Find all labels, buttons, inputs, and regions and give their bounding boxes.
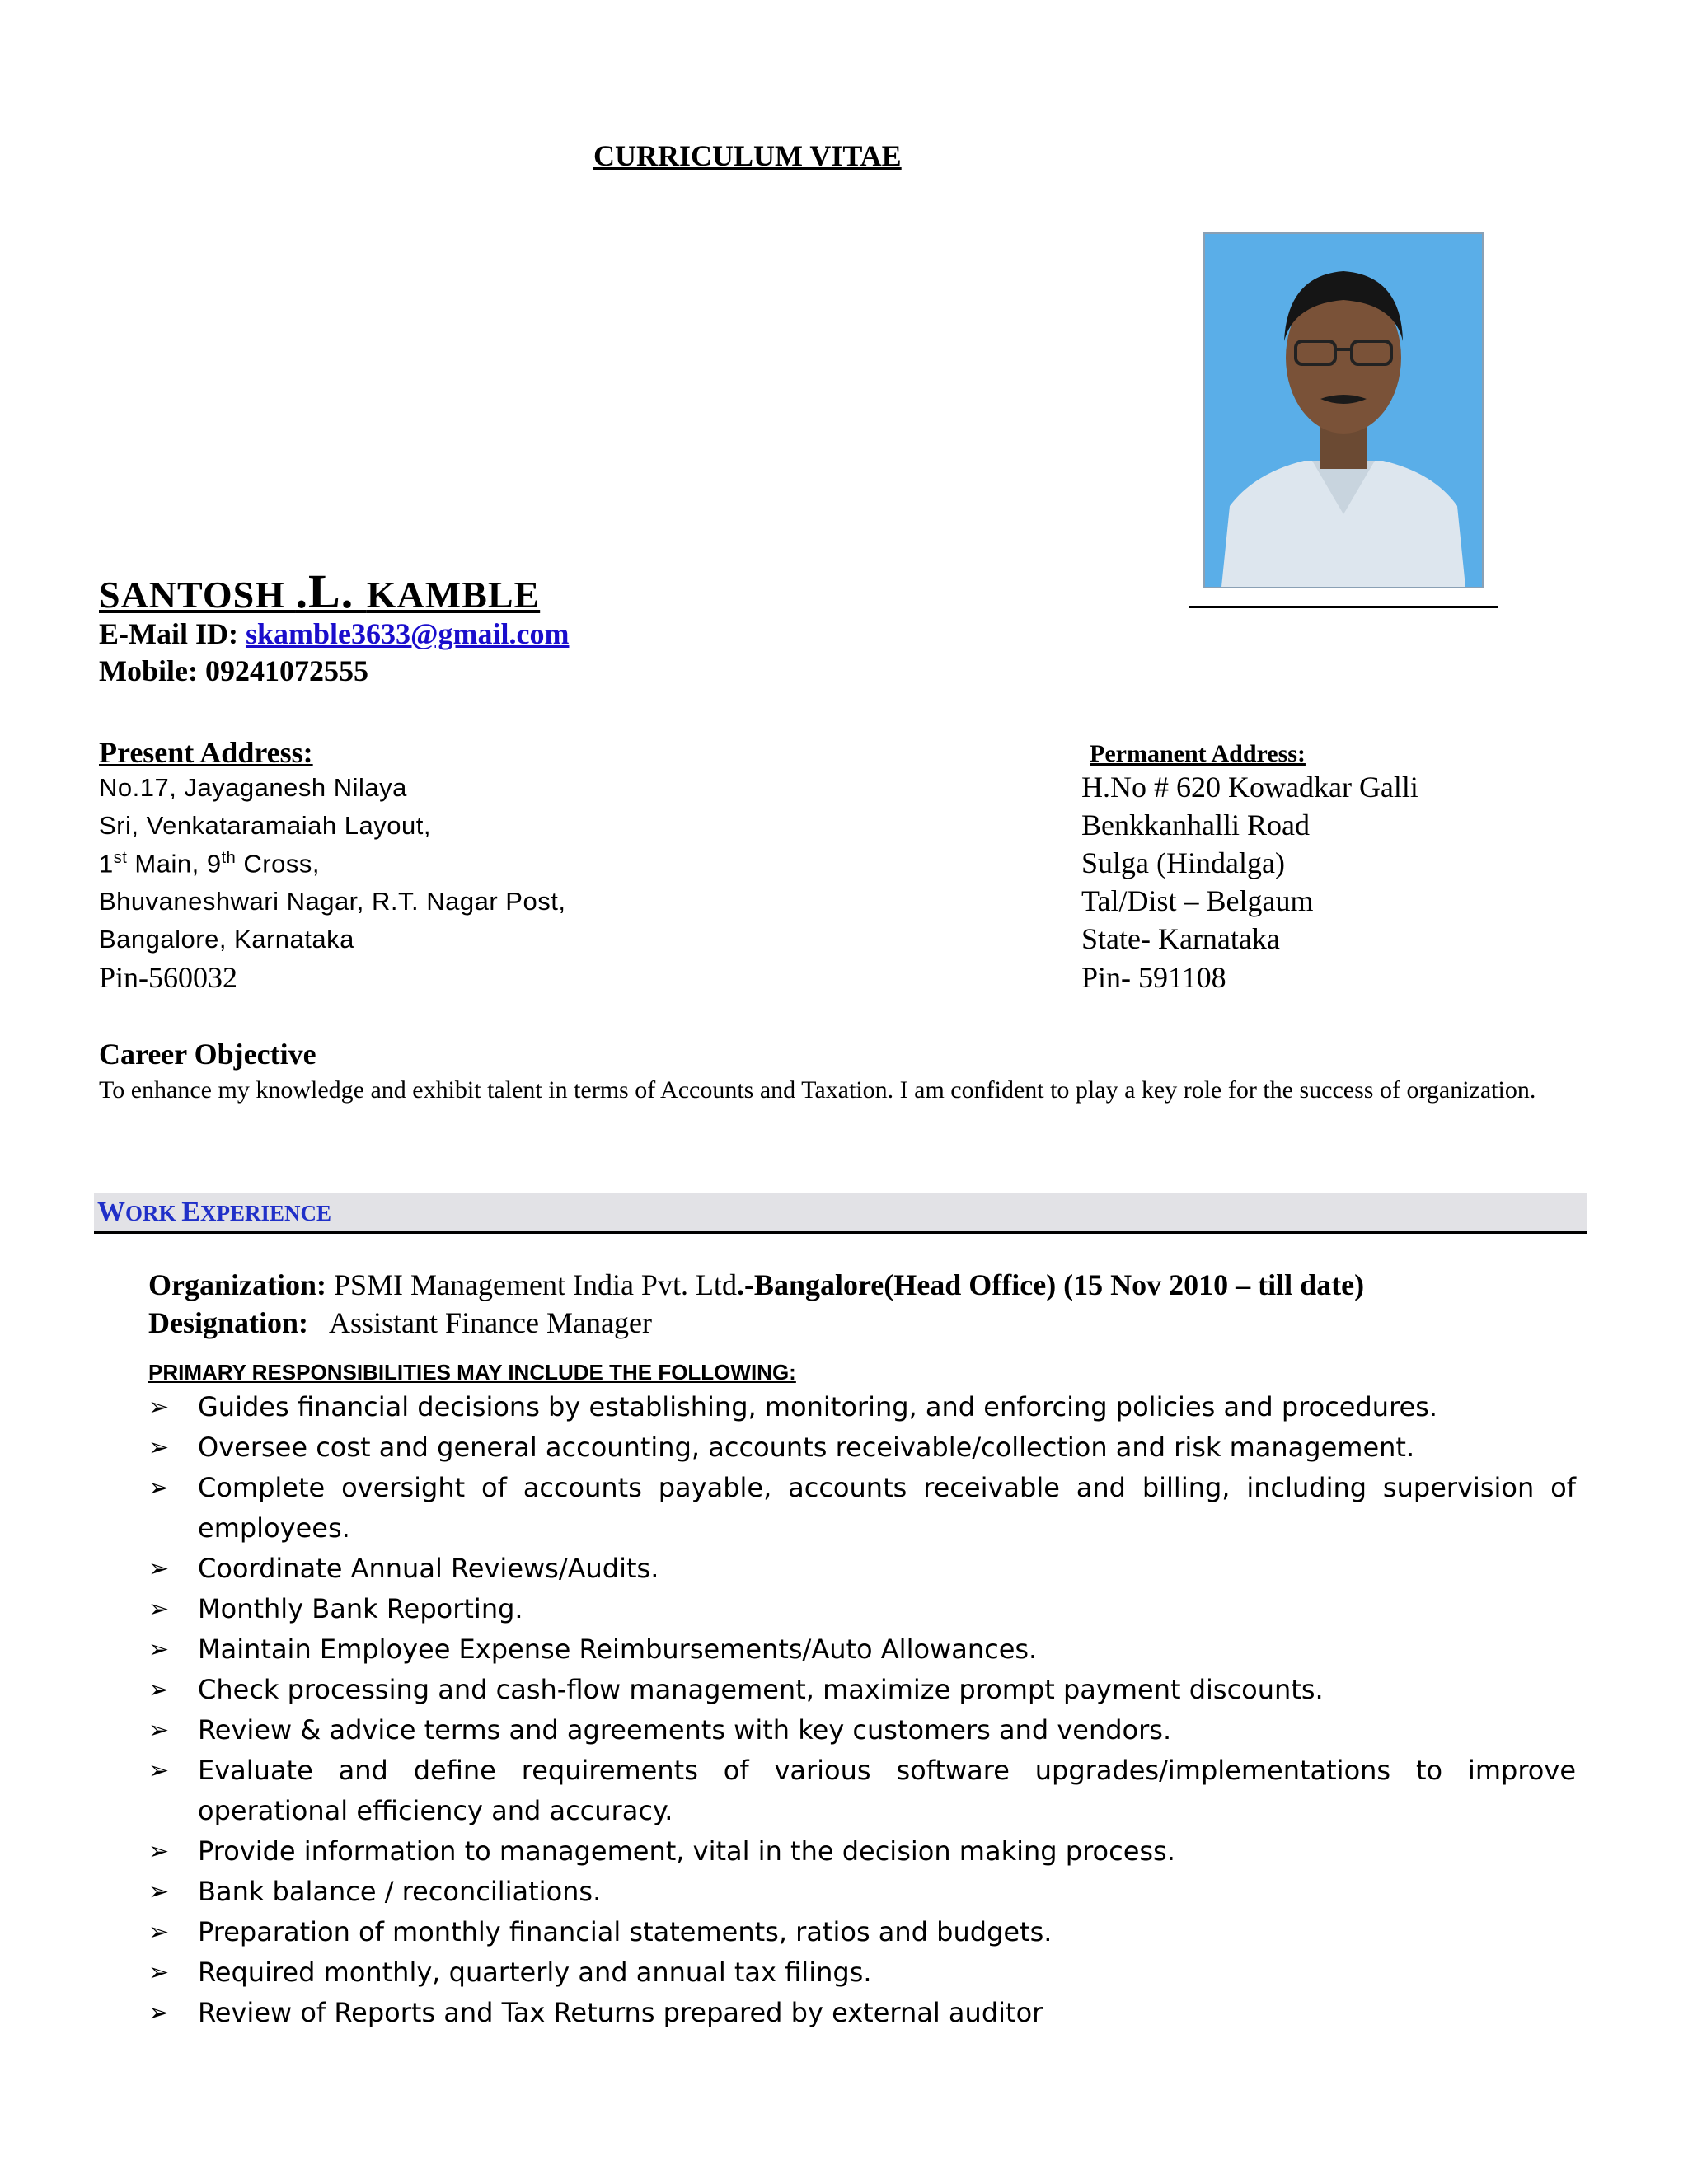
name-first: SANTOSH: [99, 574, 296, 616]
email-line: [99, 616, 569, 651]
responsibility-item: [148, 1872, 1576, 1912]
work-experience-heading: [97, 1197, 331, 1228]
permanent-address-pin: Pin- 591108: [1081, 961, 1226, 994]
arrow-bullet-icon: ➢: [148, 1958, 170, 1987]
permanent-address-line: State- Karnataka: [1081, 922, 1280, 955]
organization-line: [148, 1268, 1364, 1302]
permanent-address-line: Sulga (Hindalga): [1081, 846, 1285, 879]
mobile-label: Mobile:: [99, 654, 205, 687]
present-address-line: Bangalore, Karnataka: [99, 925, 354, 954]
responsibility-text: Bank balance / reconciliations.: [198, 1876, 602, 1907]
arrow-bullet-icon: ➢: [148, 1716, 170, 1745]
person-silhouette-icon: [1205, 234, 1482, 587]
career-objective-text: To enhance my knowledge and exhibit talent in terms of Accounts and Taxation. I am confident to play a key role for the success of organization.: [99, 1076, 1536, 1104]
arrow-bullet-icon: ➢: [148, 1433, 170, 1462]
heading-cap-e: E: [181, 1197, 200, 1227]
name-last: KAMBLE: [366, 574, 541, 616]
main-ordinal: st: [113, 849, 128, 867]
heading-small-ork: ORK: [125, 1201, 182, 1226]
present-address-pin: Pin-560032: [99, 961, 238, 994]
organization-name: PSMI Management India Pvt. Ltd: [326, 1268, 737, 1301]
responsibility-item: [148, 1549, 1576, 1589]
responsibility-text: Monthly Bank Reporting.: [198, 1593, 523, 1624]
responsibility-text: Check processing and cash-flow management, maximize prompt payment discounts.: [198, 1674, 1324, 1705]
responsibilities-list: [148, 1387, 1576, 2033]
responsibility-item: [148, 1670, 1576, 1710]
permanent-address-line: Benkkanhalli Road: [1081, 808, 1310, 841]
designation-label: Designation:: [148, 1306, 309, 1339]
arrow-bullet-icon: ➢: [148, 1595, 170, 1624]
cross-ordinal: th: [221, 849, 237, 867]
responsibility-item: [148, 1629, 1576, 1670]
document-title: CURRICULUM VITAE: [593, 139, 902, 172]
responsibility-item: [148, 1993, 1576, 2033]
permanent-address-line: H.No # 620 Kowadkar Galli: [1081, 771, 1418, 804]
present-address-line: Bhuvaneshwari Nagar, R.T. Nagar Post,: [99, 887, 566, 916]
responsibilities-heading: PRIMARY RESPONSIBILITIES MAY INCLUDE THE FOLLOWING:: [148, 1360, 796, 1385]
arrow-bullet-icon: ➢: [148, 1635, 170, 1664]
name-initial: .L.: [295, 565, 367, 618]
designation-line: [148, 1305, 652, 1340]
arrow-bullet-icon: ➢: [148, 1999, 170, 2027]
organization-label: Organization:: [148, 1268, 326, 1301]
responsibility-item: [148, 1831, 1576, 1872]
career-objective-heading: Career Objective: [99, 1038, 316, 1071]
permanent-address-heading: Permanent Address:: [1090, 740, 1306, 767]
responsibility-item: [148, 1710, 1576, 1750]
arrow-bullet-icon: ➢: [148, 1554, 170, 1583]
present-address-line: Sri, Venkataramaiah Layout,: [99, 811, 431, 840]
responsibility-text: Required monthly, quarterly and annual tax filings.: [198, 1957, 872, 1988]
arrow-bullet-icon: ➢: [148, 1918, 170, 1947]
responsibility-text: Review & advice terms and agreements with key customers and vendors.: [198, 1714, 1172, 1746]
heading-small-xperience: XPERIENCE: [199, 1201, 331, 1226]
arrow-bullet-icon: ➢: [148, 1675, 170, 1704]
responsibility-item: [148, 1387, 1576, 1427]
responsibility-text: Provide information to management, vital in the decision making process.: [198, 1835, 1175, 1867]
responsibility-item: [148, 1952, 1576, 1993]
cross-text: Cross,: [236, 849, 320, 879]
responsibility-item: [148, 1750, 1576, 1831]
present-address-line: [99, 849, 320, 879]
main-text: Main, 9: [127, 849, 222, 879]
email-link[interactable]: skamble3633@gmail.com: [245, 617, 570, 650]
responsibility-item: [148, 1912, 1576, 1952]
arrow-bullet-icon: ➢: [148, 1393, 170, 1422]
mobile-number: 09241072555: [204, 654, 368, 687]
responsibility-text: Maintain Employee Expense Reimbursements/Auto Allowances.: [198, 1633, 1038, 1665]
responsibility-text: Review of Reports and Tax Returns prepared by external auditor: [198, 1997, 1043, 2028]
arrow-bullet-icon: ➢: [148, 1837, 170, 1866]
candidate-name: [99, 564, 540, 619]
permanent-address-line: Tal/Dist – Belgaum: [1081, 884, 1314, 917]
responsibility-item: [148, 1427, 1576, 1468]
present-address-heading: Present Address:: [99, 736, 313, 769]
main-number: 1: [99, 849, 114, 879]
responsibility-text: Oversee cost and general accounting, accounts receivable/collection and risk management.: [198, 1432, 1415, 1463]
responsibility-text: Coordinate Annual Reviews/Audits.: [198, 1553, 659, 1584]
photo-underline: [1189, 606, 1498, 608]
responsibility-item: [148, 1589, 1576, 1629]
arrow-bullet-icon: ➢: [148, 1756, 170, 1785]
responsibility-text: Complete oversight of accounts payable, accounts receivable and billing, including supervision of employees.: [198, 1472, 1576, 1544]
responsibility-text: Preparation of monthly financial statements, ratios and budgets.: [198, 1916, 1053, 1947]
arrow-bullet-icon: ➢: [148, 1474, 170, 1502]
arrow-bullet-icon: ➢: [148, 1877, 170, 1906]
present-address-line: No.17, Jayaganesh Nilaya: [99, 773, 407, 802]
responsibility-text: Guides financial decisions by establishing, monitoring, and enforcing policies and procedures.: [198, 1391, 1438, 1422]
heading-cap-w: W: [97, 1197, 125, 1227]
responsibility-item: [148, 1468, 1576, 1549]
profile-photo: [1203, 232, 1484, 588]
email-label: E-Mail ID:: [99, 617, 246, 650]
mobile-line: [99, 654, 368, 688]
responsibility-text: Evaluate and define requirements of various software upgrades/implementations to improve operational efficiency and accuracy.: [198, 1755, 1576, 1826]
organization-detail: .-Bangalore(Head Office) (15 Nov 2010 – till date): [736, 1268, 1365, 1301]
designation-value: Assistant Finance Manager: [308, 1306, 652, 1339]
